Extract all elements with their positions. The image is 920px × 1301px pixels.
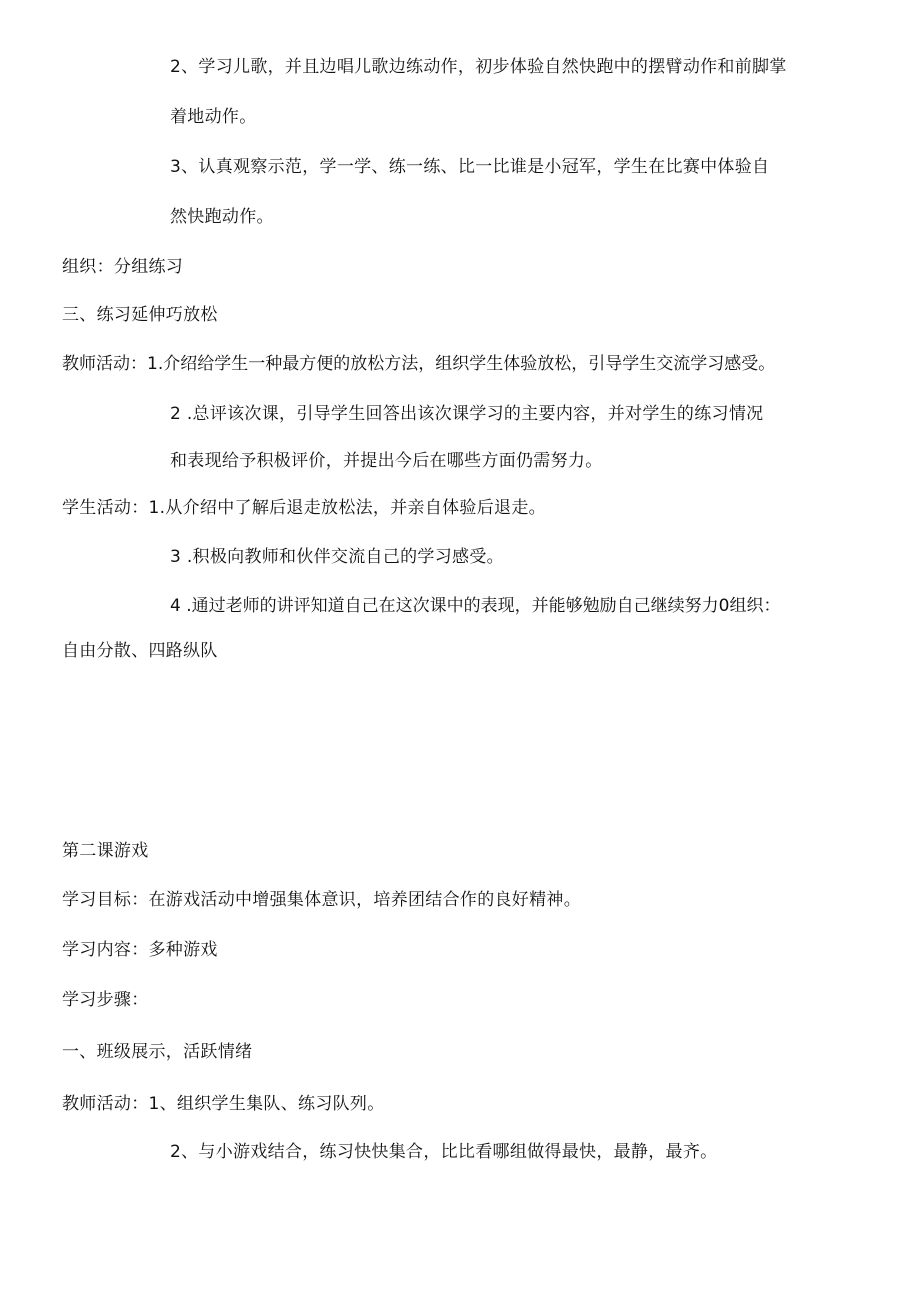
learning-content-line: 学习内容：多种游戏	[62, 940, 218, 960]
student-activity-item-3: 3 .积极向教师和伙伴交流自己的学习感受。	[170, 547, 504, 567]
student-activity-line: 学生活动：1.从介绍中了解后退走放松法，并亲自体验后退走。	[62, 498, 546, 518]
organization-line: 组织：分组练习	[62, 257, 184, 277]
teacher-activity-item-2: 2 .总评该次课，引导学生回答出该次课学习的主要内容，并对学生的练习情况	[170, 404, 764, 424]
teacher-activity-line: 教师活动：1.介绍给学生一种最方便的放松方法，组织学生体验放松，引导学生交流学习感受。	[62, 354, 776, 374]
paragraph-line-4: 然快跑动作。	[170, 207, 274, 227]
teacher-activity-item-2-b: 2、与小游戏结合，练习快快集合，比比看哪组做得最快，最静，最齐。	[170, 1142, 718, 1162]
organization-detail-line: 自由分散、四路纵队	[62, 641, 218, 661]
learning-steps-line: 学习步骤：	[62, 990, 149, 1010]
teacher-activity-line-2: 教师活动：1、组织学生集队、练习队列。	[62, 1094, 385, 1114]
student-activity-item-4: 4 .通过老师的讲评知道自己在这次课中的表现，并能够勉励自己继续努力0组织：	[170, 596, 781, 616]
paragraph-line-3: 3、认真观察示范，学一学、练一练、比一比谁是小冠军，学生在比赛中体验自	[170, 157, 770, 177]
lesson-title: 第二课游戏	[62, 841, 149, 861]
paragraph-line-2: 着地动作。	[170, 107, 257, 127]
learning-goal-line: 学习目标：在游戏活动中增强集体意识，培养团结合作的良好精神。	[62, 890, 581, 910]
paragraph-line-1: 2、学习儿歌，并且边唱儿歌边练动作，初步体验自然快跑中的摆臂动作和前脚掌	[170, 57, 787, 77]
section-heading-1: 一、班级展示，活跃情绪	[62, 1042, 253, 1062]
teacher-activity-item-2-cont: 和表现给予积极评价，并提出今后在哪些方面仍需努力。	[170, 451, 603, 471]
section-heading-3: 三、练习延伸巧放松	[62, 305, 218, 325]
